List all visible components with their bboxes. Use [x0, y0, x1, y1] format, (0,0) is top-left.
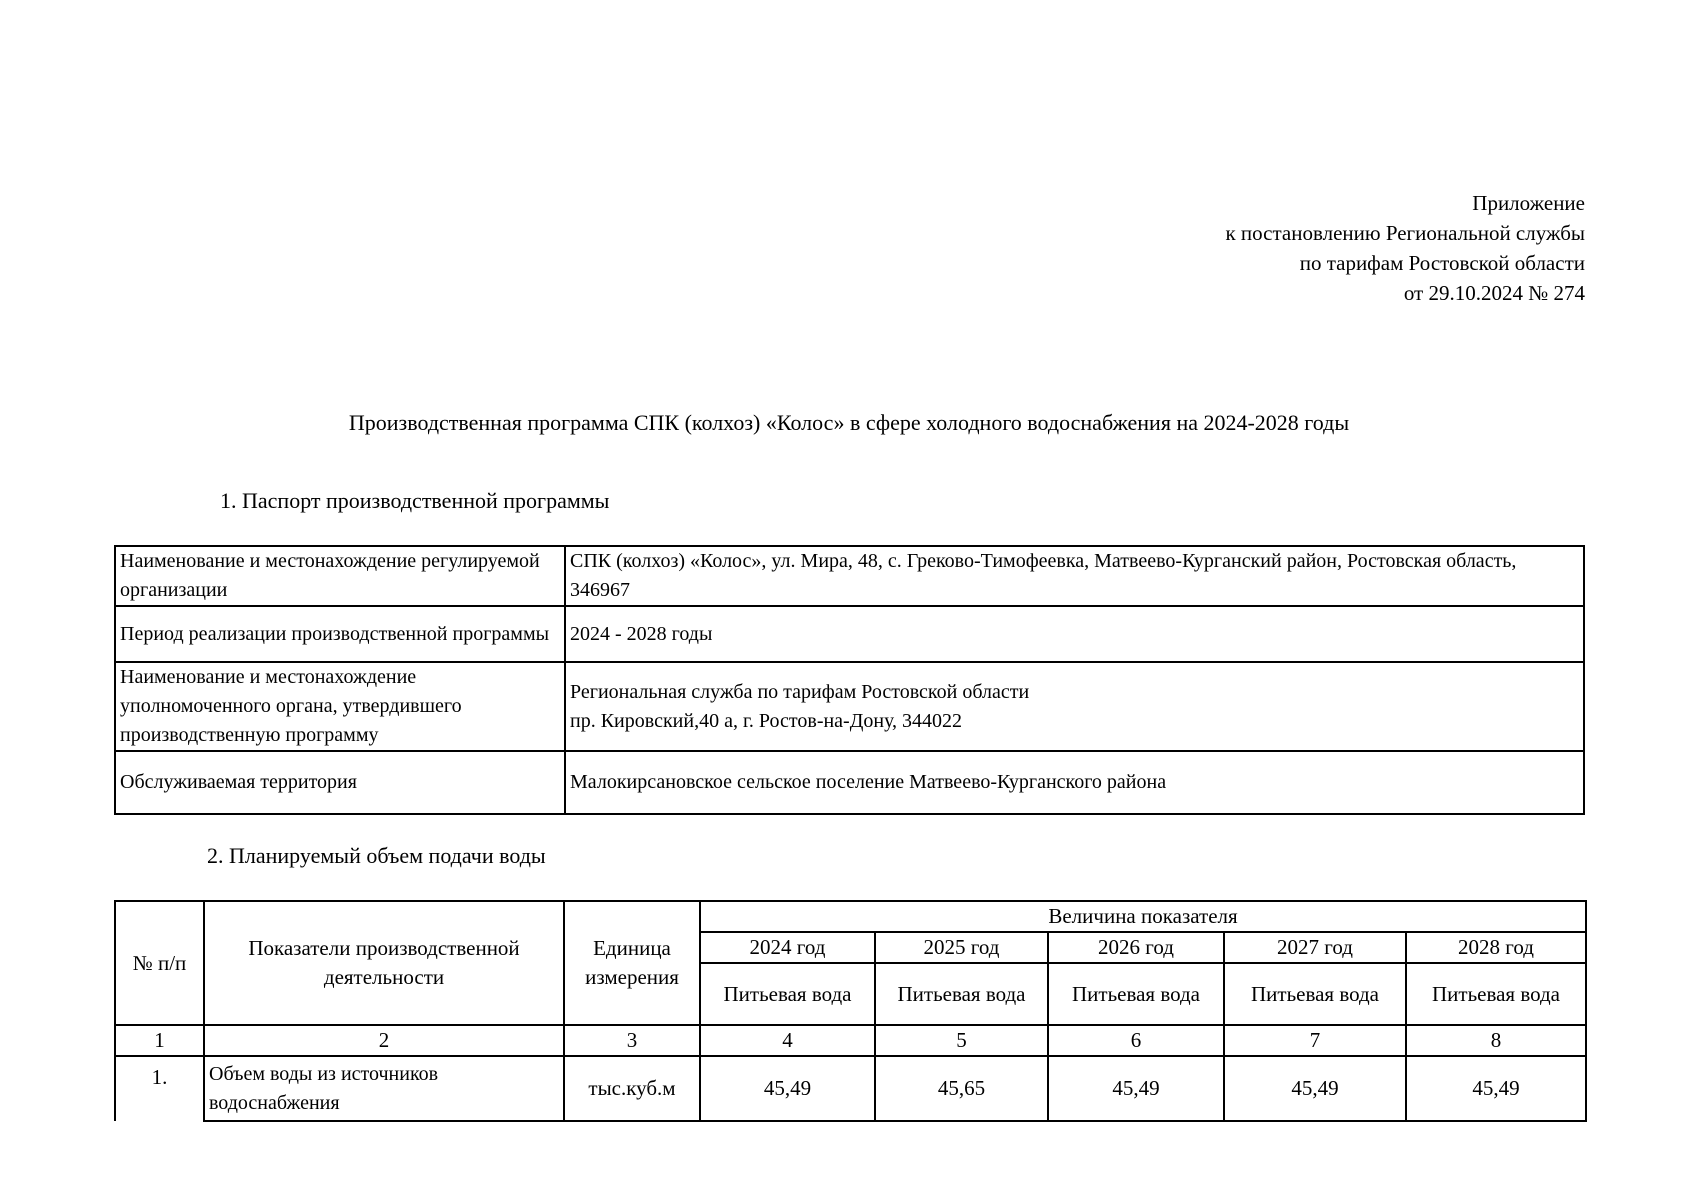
header-water-type: Питьевая вода	[700, 963, 875, 1025]
passport-label: Период реализации производственной программы	[115, 606, 565, 662]
row-value: 45,49	[700, 1056, 875, 1121]
passport-value	[565, 662, 1584, 751]
passport-label: Обслуживаемая территория	[115, 751, 565, 814]
header-year: 2024 год	[700, 932, 875, 963]
row-value: 45,49	[1224, 1056, 1406, 1121]
passport-table	[114, 545, 1585, 815]
row-value: 45,49	[1048, 1056, 1224, 1121]
row-number: 1.	[115, 1056, 204, 1121]
table-row	[115, 1056, 1586, 1121]
appendix-line: от 29.10.2024 № 274	[1403, 281, 1585, 305]
appendix-line: к постановлению Региональной службы	[1225, 221, 1585, 245]
row-value: 45,65	[875, 1056, 1048, 1121]
passport-value-line: Малокирсановское сельское поселение Матвеево-Курганского района	[570, 771, 1167, 793]
header-value-group: Величина показателя	[700, 901, 1586, 932]
document-title: Производственная программа СПК (колхоз) «Колос» в сфере холодного водоснабжения на 2024-2028 годы	[348, 410, 1350, 435]
passport-value-line: пр. Кировский,40 а, г. Ростов-на-Дону, 344022	[570, 709, 963, 732]
column-number: 8	[1406, 1025, 1586, 1056]
column-number-row	[115, 1025, 1586, 1056]
passport-label: Наименование и местонахождение уполномоченного органа, утвердившего производственную программу	[115, 662, 565, 751]
table-row	[115, 546, 1584, 606]
header-year: 2026 год	[1048, 932, 1224, 963]
header-year: 2025 год	[875, 932, 1048, 963]
section-heading-volume: 2. Планируемый объем подачи воды	[207, 843, 546, 868]
table-row	[115, 606, 1584, 662]
appendix-block	[1225, 188, 1585, 308]
header-year: 2028 год	[1406, 932, 1586, 963]
column-number: 2	[204, 1025, 564, 1056]
row-value: 45,49	[1406, 1056, 1586, 1121]
section-heading-passport: 1. Паспорт производственной программы	[220, 488, 610, 513]
header-indicator-text: Показатели производственной деятельности	[248, 936, 520, 989]
table-header-row	[115, 901, 1586, 932]
passport-value	[565, 751, 1584, 814]
passport-value-line: СПК (колхоз) «Колос», ул. Мира, 48, с. Греково-Тимофеевка, Матвеево-Курганский район, Ростовская область, 346967	[570, 550, 1517, 601]
header-water-type: Питьевая вода	[1224, 963, 1406, 1025]
row-unit: тыс.куб.м	[564, 1056, 700, 1121]
column-number: 7	[1224, 1025, 1406, 1056]
water-volume-table	[114, 900, 1587, 1122]
passport-value-line: Региональная служба по тарифам Ростовской области	[570, 680, 1030, 703]
header-indicator	[204, 901, 564, 1025]
header-year: 2027 год	[1224, 932, 1406, 963]
table-row	[115, 662, 1584, 751]
passport-label: Наименование и местонахождение регулируемой организации	[115, 546, 565, 606]
header-num: № п/п	[115, 901, 204, 1025]
column-number: 1	[115, 1025, 204, 1056]
appendix-line: Приложение	[1472, 191, 1585, 215]
column-number: 4	[700, 1025, 875, 1056]
header-unit: Единица измерения	[564, 901, 700, 1025]
column-number: 3	[564, 1025, 700, 1056]
passport-value	[565, 546, 1584, 606]
passport-value-line: 2024 - 2028 годы	[570, 622, 713, 645]
passport-value	[565, 606, 1584, 662]
header-water-type: Питьевая вода	[1048, 963, 1224, 1025]
row-indicator: Объем воды из источников водоснабжения	[204, 1056, 564, 1121]
header-water-type: Питьевая вода	[875, 963, 1048, 1025]
column-number: 6	[1048, 1025, 1224, 1056]
appendix-line: по тарифам Ростовской области	[1299, 251, 1585, 275]
table-row	[115, 751, 1584, 814]
header-water-type: Питьевая вода	[1406, 963, 1586, 1025]
column-number: 5	[875, 1025, 1048, 1056]
